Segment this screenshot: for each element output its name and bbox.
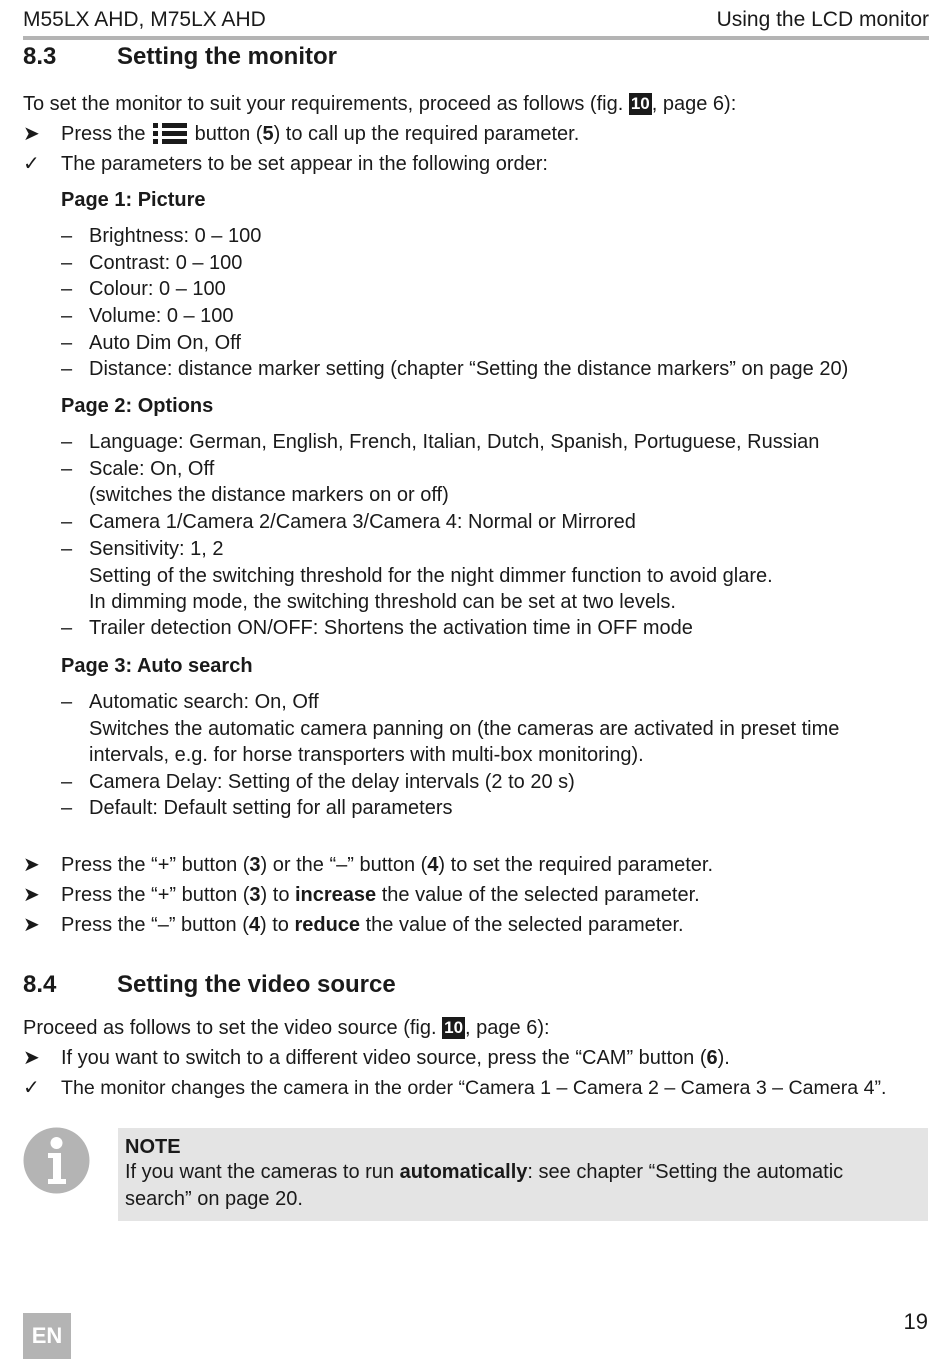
section-title: Setting the video source: [117, 971, 396, 998]
intro-text-end: , page 6):: [651, 93, 737, 115]
arrow-icon: ➤: [23, 123, 40, 145]
intro-text: To set the monitor to suit your requirements, proceed as follows (fig.: [23, 93, 624, 115]
figure-ref: 10: [444, 1018, 464, 1037]
arrow-icon: ➤: [23, 914, 40, 936]
menu-button-icon: [153, 122, 187, 144]
list-item-text: Volume: 0 – 100: [89, 305, 234, 327]
dash-bullet: –: [61, 617, 73, 639]
step-text: [61, 1043, 730, 1073]
button-number: 3: [249, 884, 261, 906]
dash-bullet: –: [61, 358, 73, 380]
note-text-b: : see chapter “Setting the automatic search” on page 20.: [125, 1161, 844, 1210]
step-text: [61, 850, 713, 880]
emphasis: reduce: [294, 914, 361, 936]
subheading-page3: Page 3: Auto search: [61, 655, 253, 677]
list-item-text: Setting of the switching threshold for the night dimmer function to avoid glare.: [89, 565, 773, 587]
dash-bullet: –: [61, 278, 73, 300]
list-item-text: Sensitivity: 1, 2: [89, 538, 224, 560]
button-number: 4: [427, 854, 439, 876]
dash-bullet: –: [61, 691, 73, 713]
step-text-a: Press the “+” button (: [61, 884, 250, 906]
subheading-page1: Page 1: Picture: [61, 189, 206, 211]
step-text: [61, 910, 684, 940]
subheading-page2: Page 2: Options: [61, 395, 214, 417]
step-text-c: ) to set the required parameter.: [438, 854, 714, 876]
list-item-text: Colour: 0 – 100: [89, 278, 226, 300]
step-text-b: ).: [717, 1047, 730, 1069]
dash-bullet: –: [61, 538, 73, 560]
button-number: 3: [249, 854, 261, 876]
check-icon: ✓: [23, 153, 40, 175]
step-text-b: button (: [189, 123, 263, 145]
list-item-text: Switches the automatic camera panning on (the cameras are activated in preset time: [89, 718, 840, 740]
dash-bullet: –: [61, 332, 73, 354]
section-number: 8.3: [23, 43, 57, 70]
note-title: NOTE: [125, 1136, 181, 1158]
list-item-text: Camera 1/Camera 2/Camera 3/Camera 4: Normal or Mirrored: [89, 511, 636, 533]
dash-bullet: –: [61, 225, 73, 247]
step-text-b: ) or the “–” button (: [260, 854, 428, 876]
list-item-text: Brightness: 0 – 100: [89, 225, 262, 247]
intro-text: Proceed as follows to set the video source (fig.: [23, 1017, 437, 1039]
dash-bullet: –: [61, 252, 73, 274]
dash-bullet: –: [61, 305, 73, 327]
intro-paragraph: [23, 1013, 550, 1043]
list-item-text: Distance: distance marker setting (chapter “Setting the distance markers” on page 20): [89, 358, 849, 380]
section-heading-8-3: [23, 42, 337, 72]
emphasis: increase: [295, 884, 377, 906]
button-number: 6: [706, 1047, 718, 1069]
figure-ref: 10: [630, 94, 650, 113]
section-heading-8-4: [23, 970, 396, 1000]
language-badge: EN: [23, 1313, 71, 1359]
result-text: The parameters to be set appear in the following order:: [61, 153, 548, 175]
list-item-text: Automatic search: On, Off: [89, 691, 319, 713]
step-text: [61, 119, 579, 149]
button-number: 5: [262, 123, 274, 145]
list-item-text: Contrast: 0 – 100: [89, 252, 243, 274]
list-item-text: Default: Default setting for all parameters: [89, 797, 453, 819]
list-item-text: In dimming mode, the switching threshold can be set at two levels.: [89, 591, 676, 613]
step-text: [61, 880, 700, 910]
list-item-text: Camera Delay: Setting of the delay intervals (2 to 20 s): [89, 771, 575, 793]
note-text: [125, 1159, 915, 1213]
list-item-text: Scale: On, Off: [89, 458, 215, 480]
note-text-a: If you want the cameras to run: [125, 1161, 400, 1183]
dash-bullet: –: [61, 511, 73, 533]
step-text-a: Press the “–” button (: [61, 914, 249, 936]
intro-text-end: , page 6):: [465, 1017, 550, 1039]
step-text-c: ) to call up the required parameter.: [273, 123, 580, 145]
button-number: 4: [248, 914, 260, 936]
emphasis: automatically: [399, 1161, 528, 1183]
dash-bullet: –: [61, 431, 73, 453]
arrow-icon: ➤: [23, 854, 40, 876]
list-item-text: Auto Dim On, Off: [89, 332, 241, 354]
dash-bullet: –: [61, 797, 73, 819]
list-item-text: (switches the distance markers on or off): [89, 484, 449, 506]
page-number: 19: [903, 1309, 928, 1334]
section-title: Setting the monitor: [117, 43, 337, 70]
list-item-text: Trailer detection ON/OFF: Shortens the activation time in OFF mode: [89, 617, 693, 639]
info-icon: [23, 1127, 90, 1194]
step-text-a: Press the “+” button (: [61, 854, 250, 876]
header-model: M55LX AHD, M75LX AHD: [23, 8, 266, 31]
step-text-c: the value of the selected parameter.: [360, 914, 684, 936]
step-text-b: ) to: [260, 884, 295, 906]
arrow-icon: ➤: [23, 884, 40, 906]
intro-paragraph: [23, 89, 736, 119]
list-item-text: intervals, e.g. for horse transporters with multi-box monitoring).: [89, 744, 644, 766]
step-text-b: ) to: [260, 914, 295, 936]
step-text-a: If you want to switch to a different video source, press the “CAM” button (: [61, 1047, 707, 1069]
result-text: The monitor changes the camera in the order “Camera 1 – Camera 2 – Camera 3 – Camera 4”.: [61, 1077, 887, 1099]
list-item-text: Language: German, English, French, Italian, Dutch, Spanish, Portuguese, Russian: [89, 431, 820, 453]
step-text-c: the value of the selected parameter.: [376, 884, 700, 906]
check-icon: ✓: [23, 1077, 40, 1099]
section-number: 8.4: [23, 971, 57, 998]
note-box: [118, 1128, 928, 1221]
arrow-icon: ➤: [23, 1047, 40, 1069]
running-header: [23, 6, 929, 40]
header-chapter: Using the LCD monitor: [716, 8, 929, 31]
step-text-a: Press the: [61, 123, 146, 145]
dash-bullet: –: [61, 458, 73, 480]
dash-bullet: –: [61, 771, 73, 793]
